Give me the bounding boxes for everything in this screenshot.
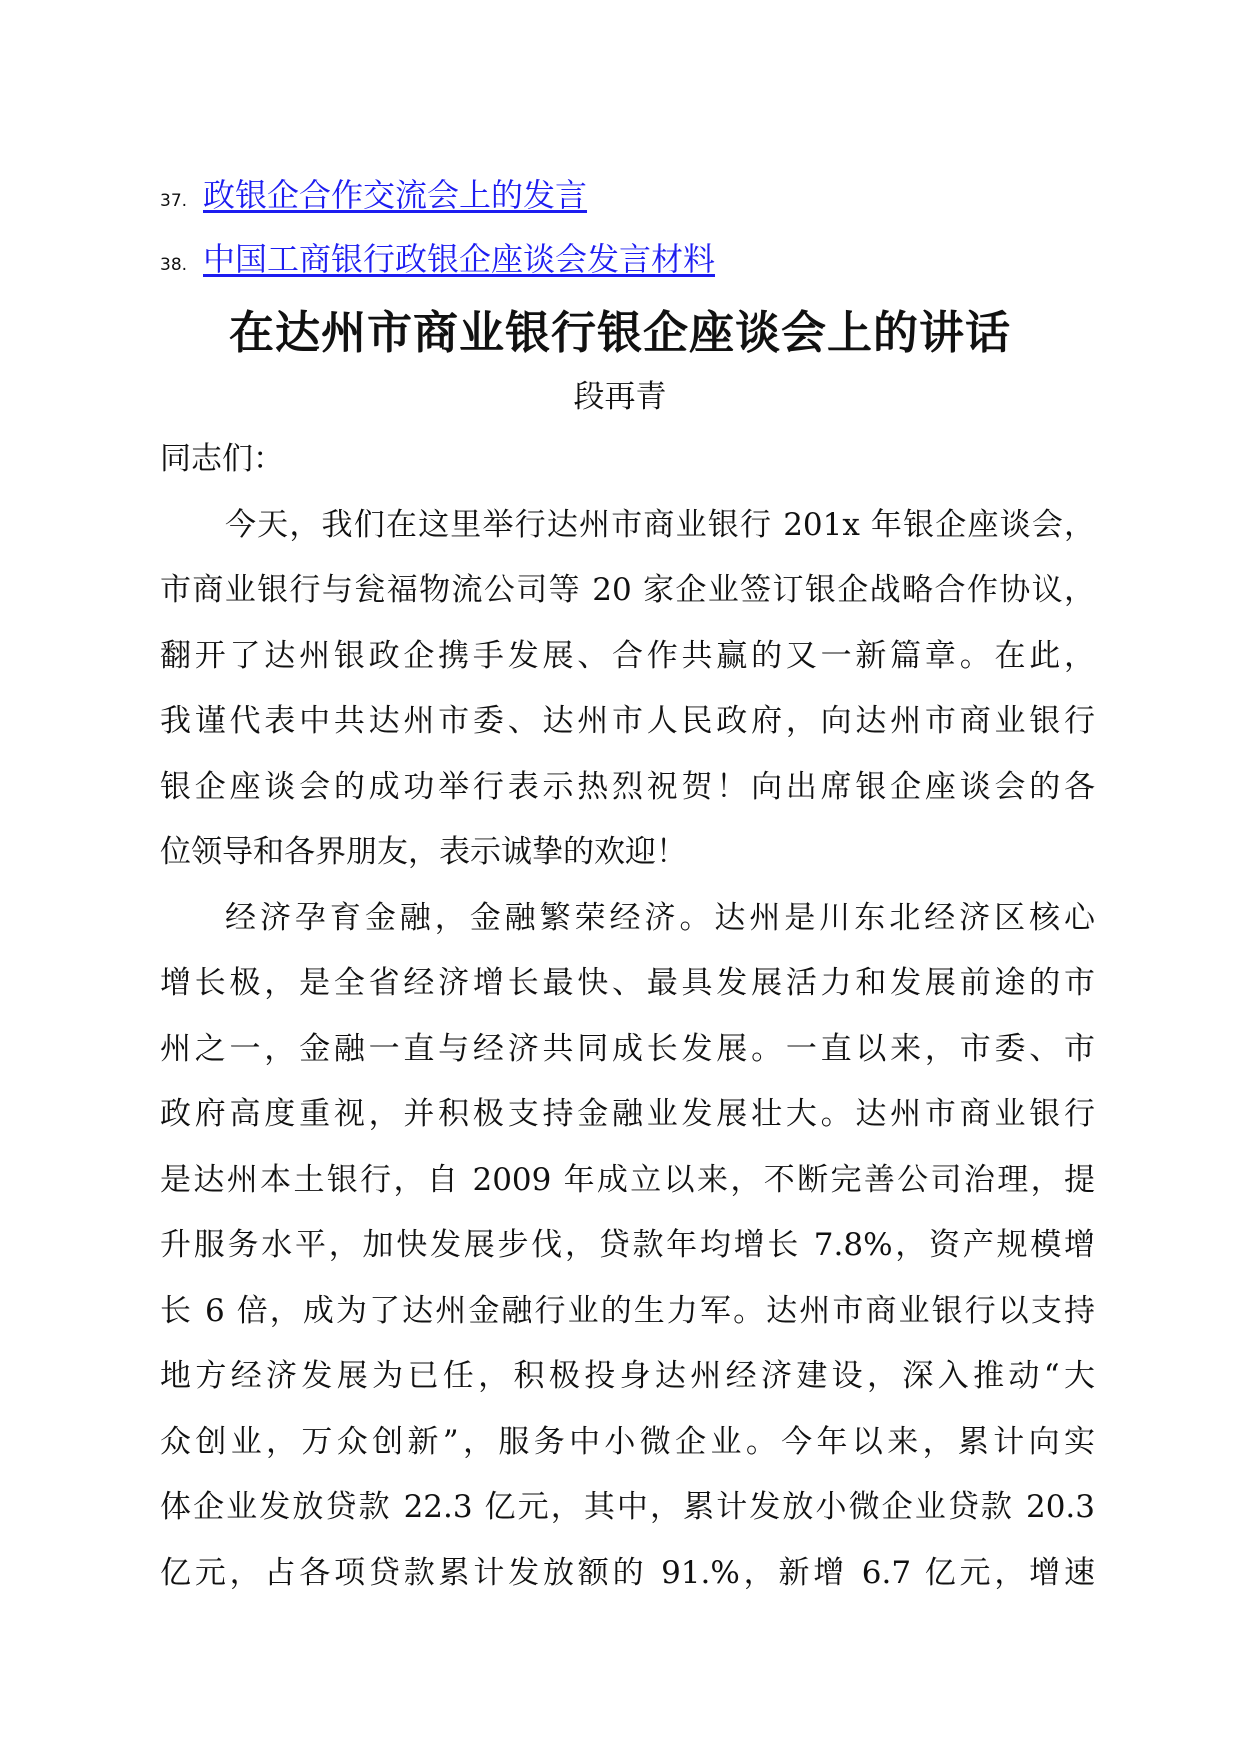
speech-body [160,433,1095,1612]
list-item [160,170,1080,234]
text-line: 政府高度重视，并积极支持金融业发展壮大。达州市商业银行 [160,1096,1095,1132]
list-item [160,234,1080,298]
related-articles-list [160,170,1080,298]
text-line: 位领导和各界朋友，表示诚挚的欢迎！ [160,834,687,870]
text-line: 长 6 倍，成为了达州金融行业的生力军。达州市商业银行以支持 [160,1292,1095,1329]
text-line: 众创业，万众创新”，服务中小微企业。今年以来，累计向实 [160,1423,1095,1460]
text-line: 银企座谈会的成功举行表示热烈祝贺！向出席银企座谈会的各 [160,768,1095,805]
text-line: 是达州本土银行，自 2009 年成立以来，不断完善公司治理，提 [160,1161,1095,1198]
list-number: 37. [160,191,188,211]
text-line: 增长极，是全省经济增长最快、最具发展活力和发展前途的市 [160,965,1095,1001]
document-title: 在达州市商业银行银企座谈会上的讲话 [228,306,1011,359]
text-line: 经济孕育金融，金融繁荣经济。达州是川东北经济区核心 [225,899,1095,936]
text-line: 我谨代表中共达州市委、达州市人民政府，向达州市商业银行 [160,703,1095,739]
article-link[interactable]: 中国工商银行政银企座谈会发言材料 [203,240,716,278]
article-link[interactable]: 政银企合作交流会上的发言 [203,176,588,214]
text-line: 市商业银行与瓮福物流公司等 20 家企业签订银企战略合作协议， [160,572,1095,608]
text-line: 体企业发放贷款 22.3 亿元，其中，累计发放小微企业贷款 20.3 [160,1489,1095,1525]
text-line: 地方经济发展为已任，积极投身达州经济建设，深入推动“大 [160,1358,1095,1394]
text-line: 亿元，占各项贷款累计发放额的 91.%，新增 6.7 亿元，增速 [160,1554,1095,1591]
text-line: 州之一，金融一直与经济共同成长发展。一直以来，市委、市 [160,1030,1095,1067]
list-number: 38. [160,255,188,275]
text-line: 翻开了达州银政企携手发展、合作共赢的又一新篇章。在此， [160,637,1095,674]
author-name: 段再青 [573,379,667,415]
salutation: 同志们： [160,441,284,477]
text-line: 今天，我们在这里举行达州市商业银行 201x 年银企座谈会， [225,506,1095,543]
text-line: 升服务水平，加快发展步伐，贷款年均增长 7.8%，资产规模增 [160,1227,1095,1263]
